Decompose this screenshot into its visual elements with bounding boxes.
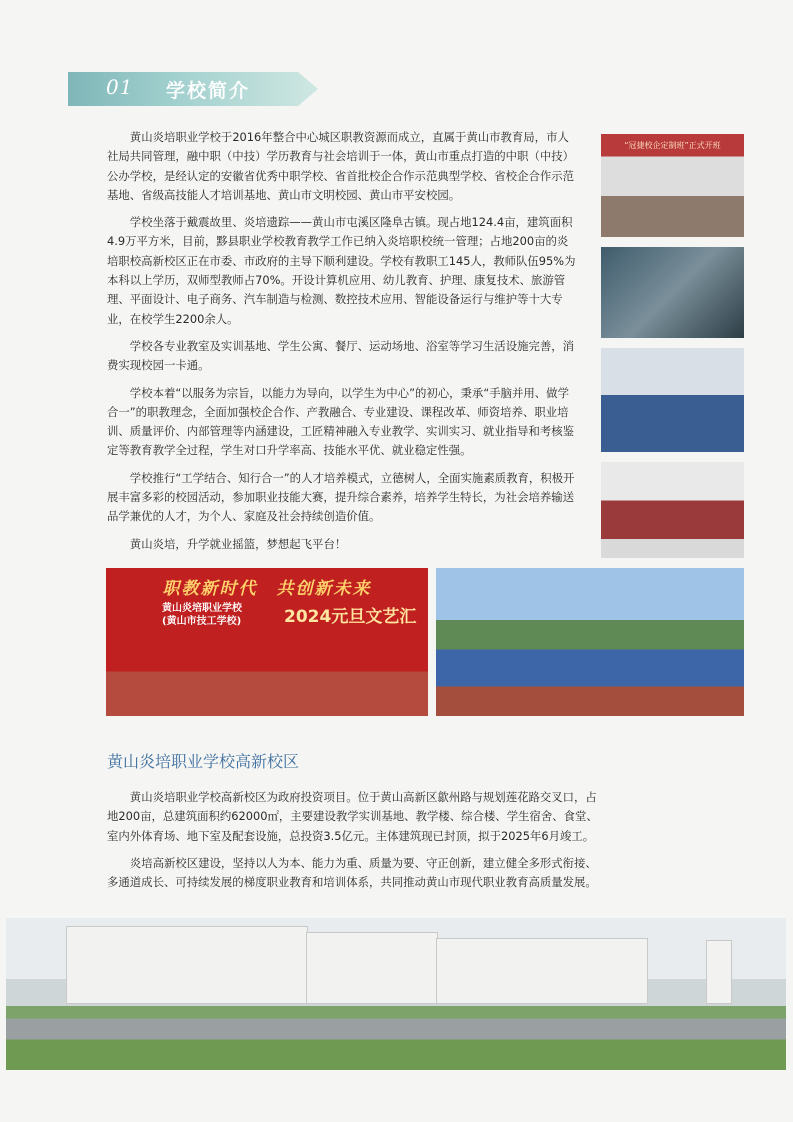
photo-gala <box>106 568 428 716</box>
campus-paragraph: 黄山炎培职业学校高新校区为政府投资项目。位于黄山高新区歙州路与规划莲花路交叉口，占地200亩，总建筑面积约62000㎡，主要建设教学实训基地、教学楼、综合楼、学生宿舍、食堂、室内外体育场、地下室及配套设施，总投资3.5亿元。主体建筑现已封顶，拟于2025年6月竣工。 <box>107 790 598 843</box>
intro-text <box>107 128 577 562</box>
campus-paragraph: 炎培高新校区建设，坚持以人为本、能力为重、质量为要、守正创新，建立健全多形式衔接、多通道成长、可持续发展的梯度职业教育和培训体系，共同推动黄山市现代职业教育高质量发展。 <box>107 855 597 890</box>
photo-classroom <box>601 348 744 452</box>
gala-school-line: 黄山炎培职业学校 <box>162 603 242 614</box>
photo-lab <box>601 247 744 338</box>
intro-paragraph: 黄山炎培职业学校于2016年整合中心城区职教资源而成立，直属于黄山市教育局，市人社局共同管理，融中职（中技）学历教育与社会培训于一体，黄山市重点打造的中职（中技）公办学校，是经认定的安徽省优秀中职学校、省首批校企合作示范典型学校、省校企合作示范基地、省级高技能人才培训基地、黄山市文明校园、黄山市平安校园。 <box>107 130 575 202</box>
gala-school-line: (黄山市技工学校) <box>162 616 242 627</box>
campus-title: 黄山炎培职业学校高新校区 <box>107 752 300 771</box>
ceremony-caption: “冠捷校企定制班”正式开班 <box>624 141 721 150</box>
intro-paragraph: 学校坐落于戴震故里、炎培遗踪——黄山市屯溪区隆阜古镇。现占地124.4亩，建筑面积4.9万平方米，目前，黟县职业学校教育教学工作已纳入炎培职校统一管理；占地200亩的炎培职校高新校区正在市委、市政府的主导下顺利建设。学校有教职工145人，教师队伍95%为本科以上学历，双师型教师占70%。开设计算机应用、幼儿教育、护理、康复技术、旅游管理、平面设计、电子商务、汽车制造与检测、数控技术应用、智能设备运行与维护等十大专业，在校学生2200余人。 <box>107 215 576 326</box>
building <box>306 932 438 1004</box>
campus-rendering <box>6 918 786 1070</box>
photo-sports-field <box>436 568 744 716</box>
campus-text <box>107 788 604 900</box>
gala-event: 2024元旦文艺汇 <box>284 607 417 627</box>
building <box>66 926 308 1004</box>
section-title: 学校简介 <box>166 80 251 102</box>
intro-paragraph: 学校推行“工学结合、知行合一”的人才培养模式，立德树人，全面实施素质教育，积极开展丰富多彩的校园活动，参加职业技能大赛，提升综合素养，培养学生特长，为社会培养输送品学兼优的人才，为个人、家庭及社会持续创造价值。 <box>107 470 575 524</box>
intro-paragraph: 黄山炎培，升学就业摇篮，梦想起飞平台！ <box>129 536 347 551</box>
building <box>706 940 732 1004</box>
section-number: 01 <box>106 75 134 99</box>
intro-paragraph: 学校本着“以服务为宗旨，以能力为导向，以学生为中心”的初心，秉承“手脑并用、做学合一”的职教理念，全面加强校企合作、产教融合、专业建设、课程改革、师资培养、职业培训、质量评价、内部管理等内涵建设，工匠精神融入专业教学、实训实习、就业指导和考核鉴定等教育教学全过程，学生对口升学率高、技能水平优、就业稳定性强。 <box>107 385 575 458</box>
photo-group <box>601 462 744 558</box>
gala-school <box>162 602 242 628</box>
section-banner <box>68 72 318 106</box>
building <box>436 938 648 1004</box>
gala-slogan: 职教新时代 共创新未来 <box>162 579 372 599</box>
photo-ceremony <box>601 134 744 237</box>
intro-paragraph: 学校各专业教室及实训基地、学生公寓、餐厅、运动场地、浴室等学习生活设施完善，消费实现校园一卡通。 <box>107 338 575 373</box>
